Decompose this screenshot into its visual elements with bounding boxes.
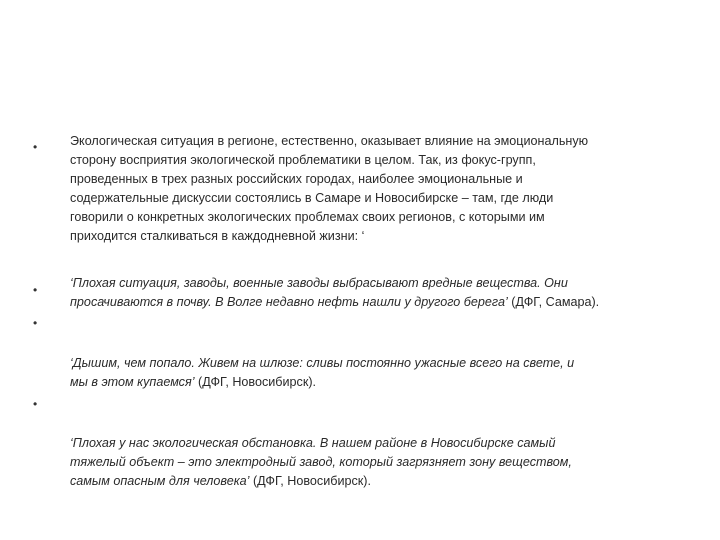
text-line: Экологическая ситуация в регионе, естественно, оказывает влияние на эмоциональную	[70, 134, 589, 148]
quote-text: мы в этом купаемся’	[70, 375, 195, 389]
quote-text: просачиваются в почву. В Волге недавно нефть нашли у другого берега’	[70, 295, 508, 309]
text-line: говорили о конкретных экологических проблемах своих регионов, с которыми им	[70, 210, 545, 224]
text-line	[70, 434, 702, 453]
text-line: содержательные дискуссии состоялись в Самаре и Новосибирске – там, где люди	[70, 191, 554, 205]
quote-text: тяжелый объект – это электродный завод, который загрязняет зону веществом,	[70, 455, 572, 469]
quote-text: самым опасным для человека’	[70, 474, 250, 488]
quote-source: (ДФГ, Новосибирск).	[194, 375, 317, 389]
quote-text: ‘Дышим, чем попало. Живем на шлюзе: сливы постоянно ужасные всего на свете, и	[70, 356, 575, 370]
text-line	[70, 293, 702, 312]
text-line	[70, 354, 702, 373]
text-line: проведенных в трех разных российских городах, наиболее эмоциональные и	[70, 172, 523, 186]
quote-source: (ДФГ, Новосибирск).	[249, 474, 371, 488]
intro-paragraph	[70, 132, 702, 246]
bullet-marker: •	[33, 283, 38, 297]
bullet-marker: •	[33, 140, 38, 154]
text-line	[70, 373, 702, 392]
text-line	[70, 453, 702, 472]
bullet-marker: •	[33, 316, 38, 330]
quote-novosibirsk-2	[70, 434, 702, 491]
quote-source: (ДФГ, Самара).	[507, 295, 600, 309]
text-line	[70, 472, 702, 491]
text-line: сторону восприятия экологической проблематики в целом. Так, из фокус-групп,	[70, 153, 536, 167]
quote-text: ‘Плохая ситуация, заводы, военные заводы выбрасывают вредные вещества. Они	[70, 276, 568, 290]
quote-samara	[70, 274, 702, 312]
quote-text: ‘Плохая у нас экологическая обстановка. В нашем районе в Новосибирске самый	[70, 436, 556, 450]
quote-novosibirsk-1	[70, 354, 702, 392]
text-line: приходится сталкиваться в каждодневной жизни: ‘	[70, 229, 365, 243]
text-line	[70, 274, 702, 293]
bullet-marker: •	[33, 397, 38, 411]
